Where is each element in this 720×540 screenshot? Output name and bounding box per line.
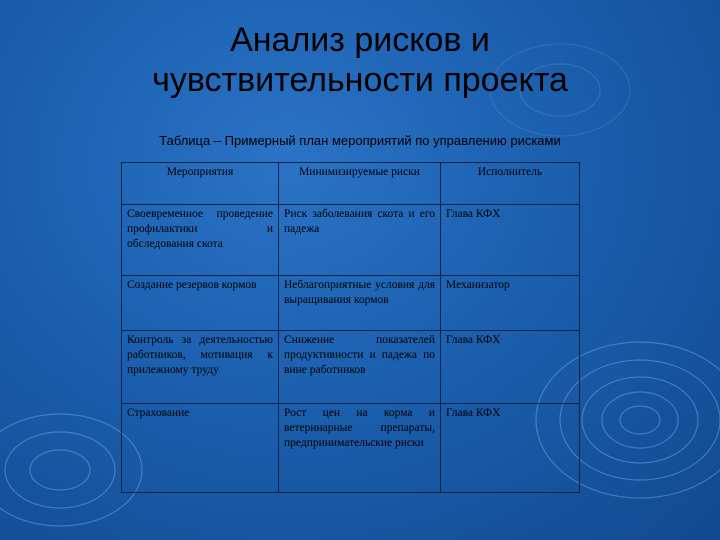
executor-cell: Глава КФХ <box>441 205 580 276</box>
header-measures: Мероприятия <box>122 163 279 205</box>
risk-cell: Снижение показателей продуктивности и падежа по вине работников <box>279 331 441 404</box>
executor-cell: Глава КФХ <box>441 331 580 404</box>
measure-cell: Контроль за деятельностью работников, мотивация к прилежному труду <box>122 331 279 404</box>
measure-cell: Создание резервов кормов <box>122 276 279 331</box>
risk-cell: Рост цен на корма и ветеринарные препараты, предпринимательские риски <box>279 404 441 493</box>
table-row <box>122 404 580 493</box>
table-row <box>122 331 580 404</box>
table-row <box>122 205 580 276</box>
executor-cell: Глава КФХ <box>441 404 580 493</box>
slide-title <box>60 20 660 100</box>
risk-management-table <box>121 162 580 493</box>
header-risks: Минимизируемые риски <box>279 163 441 205</box>
risk-cell: Риск заболевания скота и его падежа <box>279 205 441 276</box>
slide-title-line-1: Анализ рисков и <box>230 21 490 59</box>
slide-title-line-2: чувствительности проекта <box>152 61 568 99</box>
measure-cell: Страхование <box>122 404 279 493</box>
table-header-row <box>122 163 580 205</box>
table-caption: Таблица – Примерный план мероприятий по управлению рисками <box>159 133 561 148</box>
header-executor: Исполнитель <box>441 163 580 205</box>
table-row <box>122 276 580 331</box>
executor-cell: Механизатор <box>441 276 580 331</box>
risk-cell: Неблагоприятные условия для выращивания кормов <box>279 276 441 331</box>
measure-cell: Своевременное проведение профилактики и обследования скота <box>122 205 279 276</box>
